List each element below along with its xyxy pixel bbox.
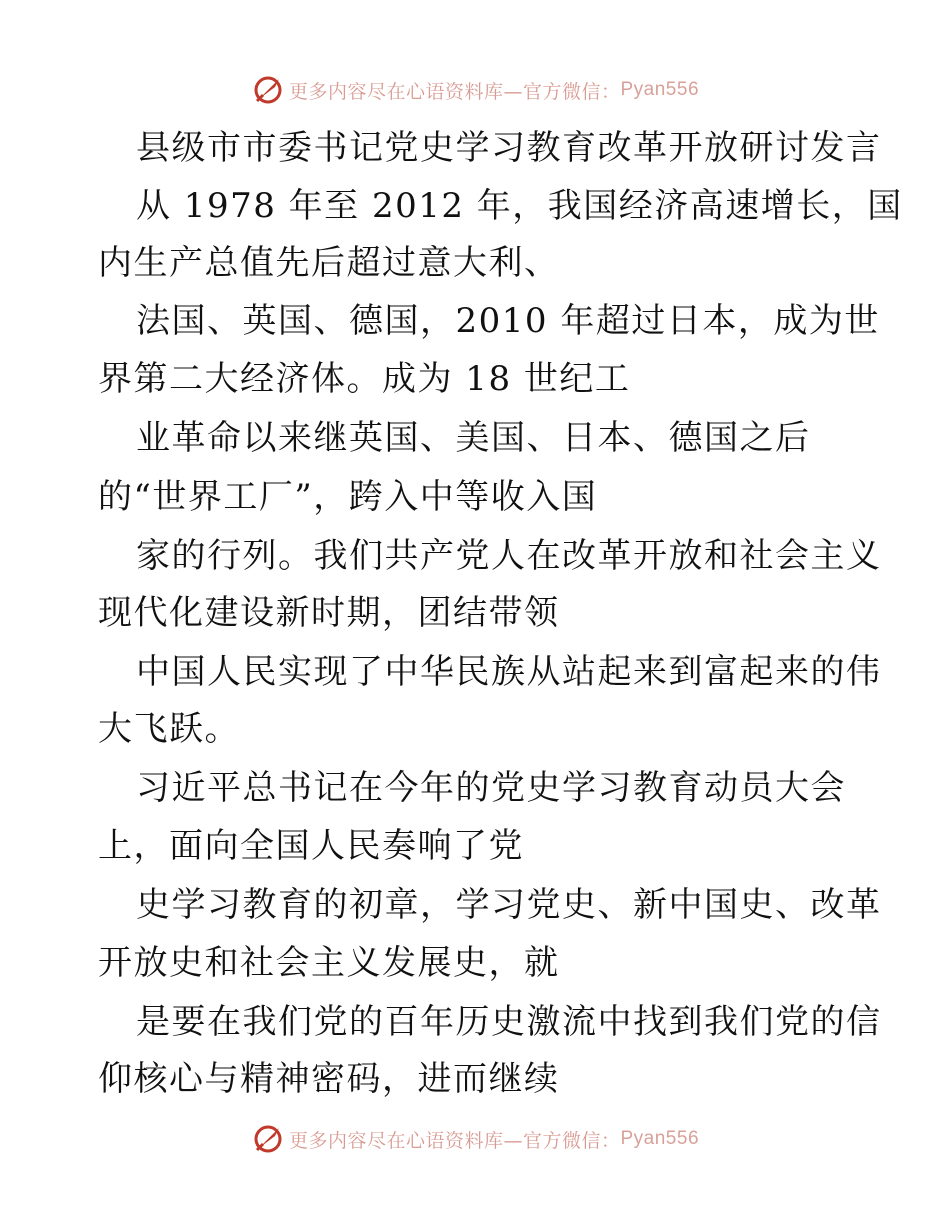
text-line: 法国、英国、德国，2010 年超过日本，成为世	[136, 301, 880, 341]
watermark-wechat-id: Pyan556	[620, 1128, 700, 1149]
watermark-text: 更多内容尽在心语资料库—官方微信：	[288, 1129, 621, 1152]
text-line: 家的行列。我们共产党人在改革开放和社会主义	[136, 536, 882, 576]
text-line: 大飞跃。	[98, 709, 240, 749]
text-line: 习近平总书记在今年的党史学习教育动员大会	[136, 768, 846, 808]
text-line: 上，面向全国人民奏响了党	[98, 826, 524, 866]
text-line: 界第二大经济体。成为 18 世纪工	[98, 359, 631, 399]
text-line: 仰核心与精神密码，进而继续	[98, 1059, 560, 1099]
text-line: 史学习教育的初章，学习党史、新中国史、改革	[136, 885, 882, 925]
quill-logo-icon	[251, 73, 285, 107]
text-line: 从 1978 年至 2012 年，我国经济高速增长，国	[136, 186, 903, 226]
quill-logo-icon	[251, 1122, 285, 1156]
watermark-text: 更多内容尽在心语资料库—官方微信：	[288, 80, 621, 103]
watermark-wechat-id: Pyan556	[620, 79, 700, 100]
text-line: 现代化建设新时期，团结带领	[98, 593, 560, 633]
footer-watermark	[0, 1119, 950, 1159]
text-line: 是要在我们党的百年历史激流中找到我们党的信	[136, 1002, 882, 1042]
text-line: 的“世界工厂”，跨入中等收入国	[98, 477, 598, 517]
document-title: 县级市市委书记党史学习教育改革开放研讨发言	[136, 128, 882, 168]
header-watermark	[0, 70, 950, 110]
text-line: 中国人民实现了中华民族从站起来到富起来的伟	[136, 652, 882, 692]
text-line: 内生产总值先后超过意大利、	[98, 243, 560, 283]
text-line: 业革命以来继英国、美国、日本、德国之后	[136, 418, 811, 458]
text-line: 开放史和社会主义发展史，就	[98, 943, 560, 983]
